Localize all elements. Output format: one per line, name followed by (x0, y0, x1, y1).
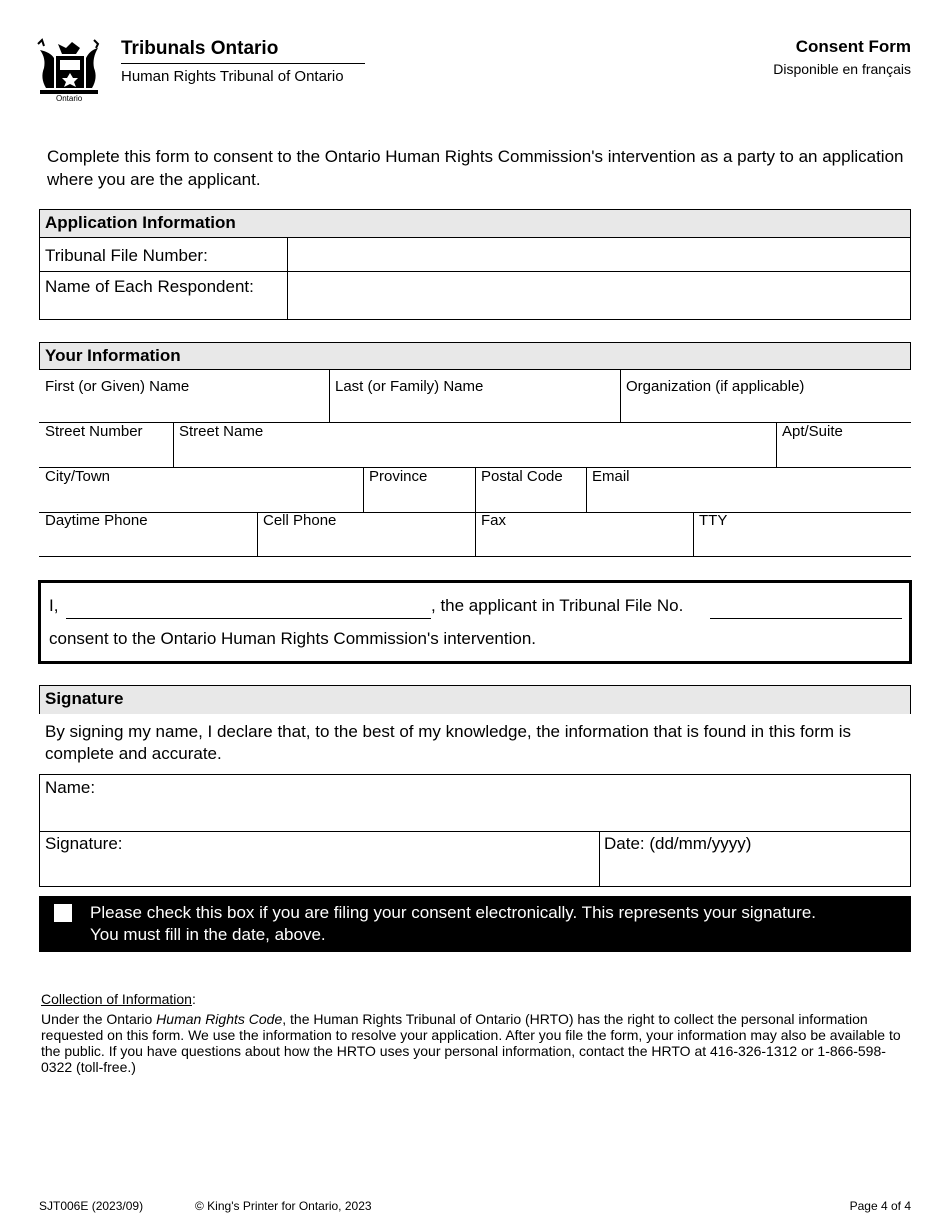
city-label: City/Town (45, 468, 111, 485)
collection-body-post: , the Human Rights Tribunal of Ontario (HRTO) has the right to collect the personal information requested on this form. We use the information to resolve your application. After you file the form, your information may also be available to the public. If you have questions about how the HRTO uses your personal information, contact the HRTO at 416-326-1312 or 1-866-598-0322 (toll-free.) (41, 1011, 901, 1075)
last-name-field[interactable] (330, 398, 620, 422)
daytime-phone-field[interactable] (39, 532, 257, 556)
signer-name-field[interactable] (40, 801, 910, 831)
consent-statement-box (38, 580, 912, 664)
date-field[interactable] (600, 857, 910, 887)
electronic-filing-line-2: You must fill in the date, above. (90, 925, 326, 944)
organization-field[interactable] (621, 398, 911, 422)
electronic-filing-bar (39, 896, 911, 952)
copyright: © King's Printer for Ontario, 2023 (195, 1199, 372, 1213)
applicant-name-line (66, 618, 431, 619)
electronic-filing-text (90, 902, 816, 946)
file-number-line (710, 618, 902, 619)
org-subtitle: Human Rights Tribunal of Ontario (121, 68, 344, 85)
signature-heading: Signature (40, 686, 910, 714)
electronic-consent-checkbox[interactable] (54, 904, 72, 922)
apt-label: Apt/Suite (782, 423, 843, 440)
form-code: SJT006E (2023/09) (39, 1199, 144, 1213)
electronic-filing-line-1: Please check this box if you are filing your consent electronically. This represents your signature. (90, 903, 817, 922)
signature-section (39, 685, 911, 714)
org-divider (121, 63, 365, 64)
applicant-name-input[interactable] (66, 593, 431, 618)
divider (39, 556, 911, 557)
province-field[interactable] (364, 488, 475, 512)
your-info-heading: Your Information (39, 342, 911, 370)
postal-code-label: Postal Code (481, 468, 563, 485)
collection-body-italic: Human Rights Code (156, 1011, 283, 1027)
divider (40, 831, 910, 832)
collection-heading: Collection of Information: (41, 991, 196, 1007)
tty-label: TTY (699, 512, 728, 529)
french-version-link[interactable]: Disponible en français (773, 61, 911, 77)
signature-table (39, 774, 911, 887)
signature-declaration: By signing my name, I declare that, to the best of my knowledge, the information that is found in this form is complete and accurate. (45, 722, 852, 763)
respondent-field[interactable] (288, 272, 910, 319)
your-info-section (39, 342, 911, 557)
collection-title: Collection of Information (41, 991, 192, 1007)
divider (39, 422, 911, 423)
street-number-label: Street Number (45, 423, 143, 440)
respondent-label: Name of Each Respondent: (45, 277, 254, 296)
file-number-label: Tribunal File Number: (45, 246, 208, 265)
first-name-label: First (or Given) Name (45, 378, 190, 395)
consent-file-number-input[interactable] (710, 593, 902, 618)
name-label: Name: (45, 778, 96, 797)
postal-code-field[interactable] (476, 488, 586, 512)
cell-phone-label: Cell Phone (263, 512, 337, 529)
last-name-label: Last (or Family) Name (335, 378, 484, 395)
intro-text: Complete this form to consent to the Ontario Human Rights Commission's intervention as a party to an application where you are the applicant. (47, 147, 904, 189)
application-info-section (39, 209, 911, 320)
collection-body (41, 1011, 911, 1075)
apt-field[interactable] (777, 442, 911, 467)
file-number-field[interactable] (288, 238, 910, 271)
signature-field[interactable] (40, 857, 599, 887)
email-label: Email (592, 468, 630, 485)
date-label: Date: (dd/mm/yyyy) (604, 834, 752, 853)
consent-middle: , the applicant in Tribunal File No. (431, 596, 684, 615)
fax-field[interactable] (476, 532, 693, 556)
application-info-heading: Application Information (40, 210, 910, 238)
first-name-field[interactable] (39, 398, 329, 422)
street-name-label: Street Name (179, 423, 264, 440)
logo-wordmark: Ontario (56, 94, 83, 103)
email-field[interactable] (587, 488, 911, 512)
form-title: Consent Form (795, 37, 911, 56)
signature-label: Signature: (45, 834, 123, 853)
consent-prefix: I, (49, 596, 59, 615)
cell-phone-field[interactable] (258, 532, 475, 556)
street-name-field[interactable] (174, 442, 776, 467)
province-label: Province (369, 468, 428, 485)
tty-field[interactable] (694, 532, 911, 556)
fax-label: Fax (481, 512, 507, 529)
org-name: Tribunals Ontario (121, 38, 279, 59)
street-number-field[interactable] (39, 442, 173, 467)
daytime-phone-label: Daytime Phone (45, 512, 148, 529)
organization-label: Organization (if applicable) (626, 378, 805, 395)
city-field[interactable] (39, 488, 363, 512)
page-number: Page 4 of 4 (849, 1199, 911, 1213)
consent-line-2: consent to the Ontario Human Rights Commission's intervention. (49, 629, 537, 648)
collection-body-pre: Under the Ontario (41, 1011, 157, 1027)
